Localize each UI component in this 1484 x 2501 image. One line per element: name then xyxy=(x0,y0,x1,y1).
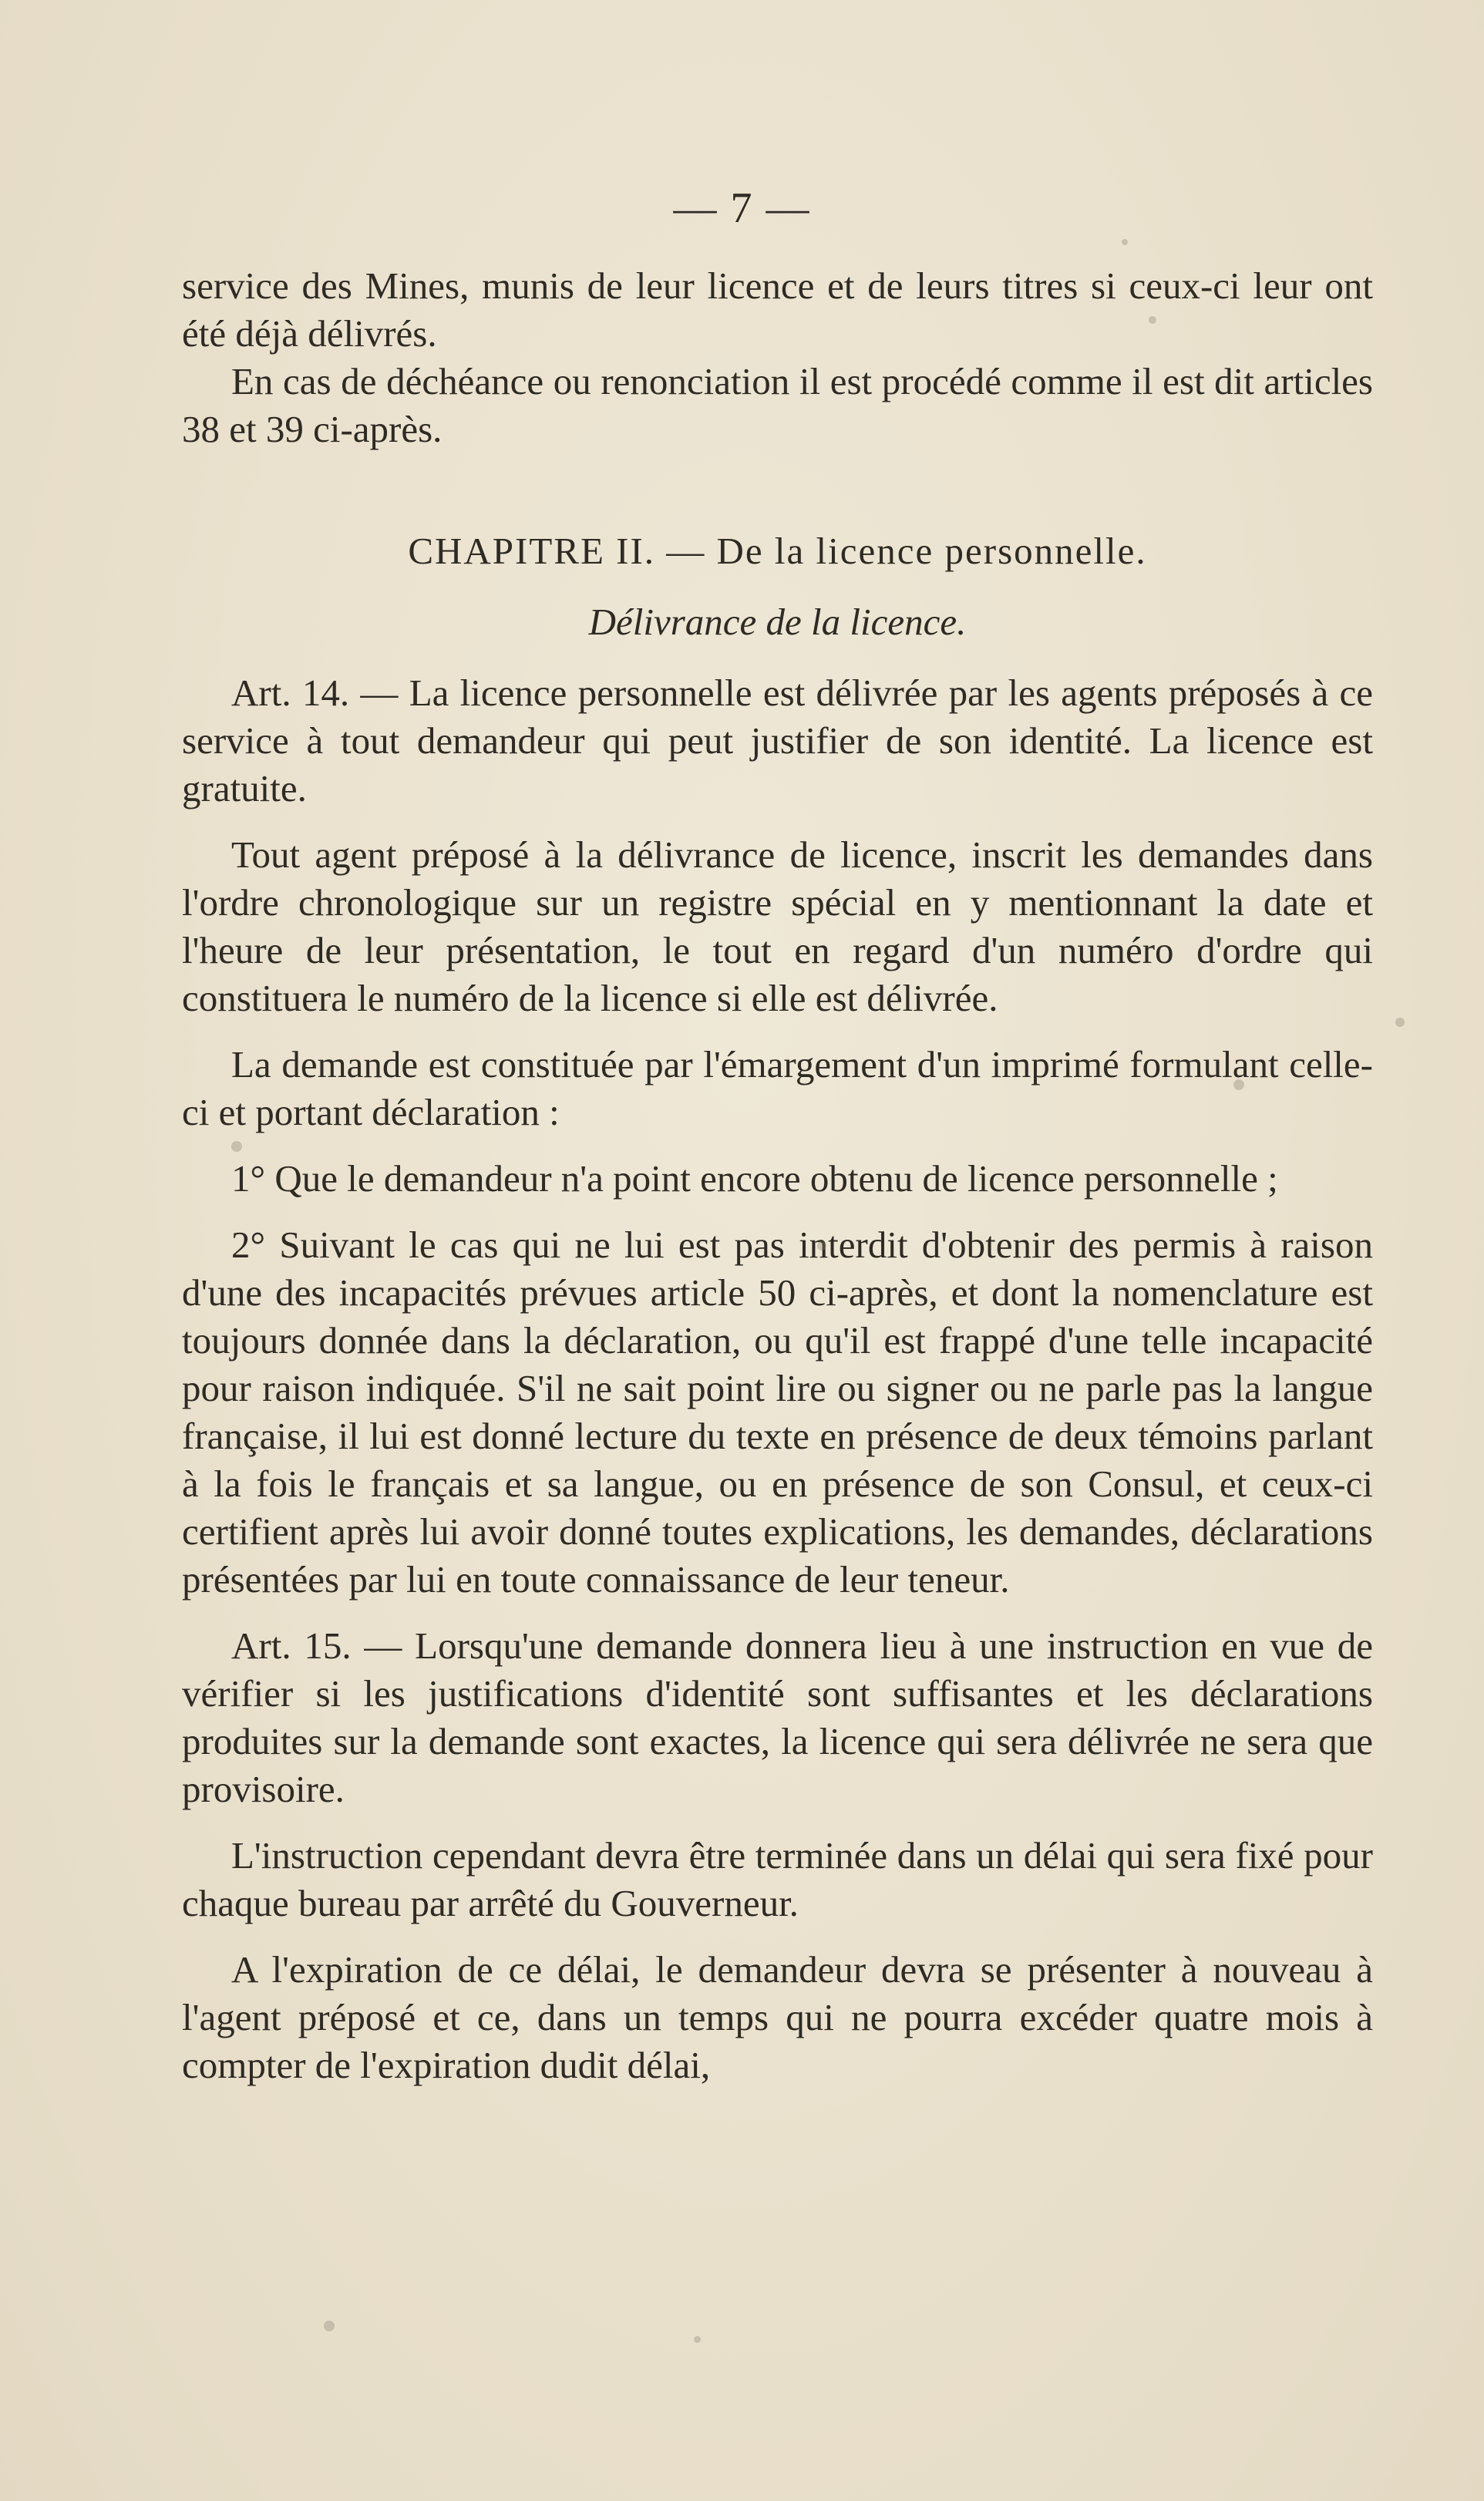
article-15: Art. 15. — Lorsqu'une demande donnera lieu à une instruction en vue de vérifier si les justifications d'identité sont suffisantes et les déclarations produites sur la demande sont exactes, la licence qui sera délivrée ne sera que provisoire. xyxy=(182,1624,1373,1810)
paper-speck xyxy=(694,2336,701,2343)
paper-speck xyxy=(231,1141,242,1152)
chapter-heading xyxy=(182,527,1373,575)
paper-speck xyxy=(1149,316,1156,324)
paper-speck xyxy=(1233,1079,1244,1090)
list-item-2: 2° Suivant le cas qui ne lui est pas interdit d'obtenir des permis à raison d'une des incapacités prévues article 50 ci-après, et dont la nomenclature est toujours donnée dans la déclaration, ou qu'il est frappé d'une telle incapacité pour raison indiquée. S'il ne sait point lire ou signer ou ne parle pas la langue française, il lui est donné lecture du texte en présence de deux témoins parlant à la fois le français et sa langue, ou en présence de son Consul, et ceux-ci certifient après lui avoir donné toutes explications, les demandes, déclarations présentées par lui en toute connaissance de leur teneur. xyxy=(182,1224,1373,1601)
document-body xyxy=(182,262,1373,2089)
paragraph-registre: Tout agent préposé à la délivrance de licence, inscrit les demandes dans l'ordre chronologique sur un registre spécial en y mentionnant la date et l'heure de leur présentation, le tout en regard d'un numéro d'ordre qui constituera le numéro de la licence si elle est délivrée. xyxy=(182,833,1373,1019)
paragraph-demande: La demande est constituée par l'émargement d'un imprimé formulant celle-ci et portant déclaration : xyxy=(182,1043,1373,1133)
paragraph-continuation: service des Mines, munis de leur licence et de leurs titres si ceux-ci leur ont été déjà délivrés. xyxy=(182,264,1373,355)
paragraph-expiration: A l'expiration de ce délai, le demandeur devra se présenter à nouveau à l'agent préposé et ce, dans un temps qui ne pourra excéder quatre mois à compter de l'expiration dudit délai, xyxy=(182,1948,1373,2086)
list-item-1: 1° Que le demandeur n'a point encore obtenu de licence personnelle ; xyxy=(231,1157,1278,1200)
chapter-title: CHAPITRE II. — De la licence personnelle. xyxy=(408,530,1147,572)
paper-speck xyxy=(324,2321,335,2331)
paragraph-instruction: L'instruction cependant devra être terminée dans un délai qui sera fixé pour chaque bureau par arrêté du Gouverneur. xyxy=(182,1834,1373,1924)
section-subheading: Délivrance de la licence. xyxy=(588,601,967,643)
paragraph-decheance: En cas de déchéance ou renonciation il est procédé comme il est dit articles 38 et 39 ci-après. xyxy=(182,360,1373,450)
article-14: Art. 14. — La licence personnelle est délivrée par les agents préposés à ce service à tout demandeur qui peut justifier de son identité. La licence est gratuite. xyxy=(182,672,1373,810)
paper-speck xyxy=(1395,1018,1405,1027)
paper-speck xyxy=(1122,239,1128,245)
page-number: — 7 — xyxy=(673,184,811,232)
paper-speck xyxy=(817,1241,826,1250)
